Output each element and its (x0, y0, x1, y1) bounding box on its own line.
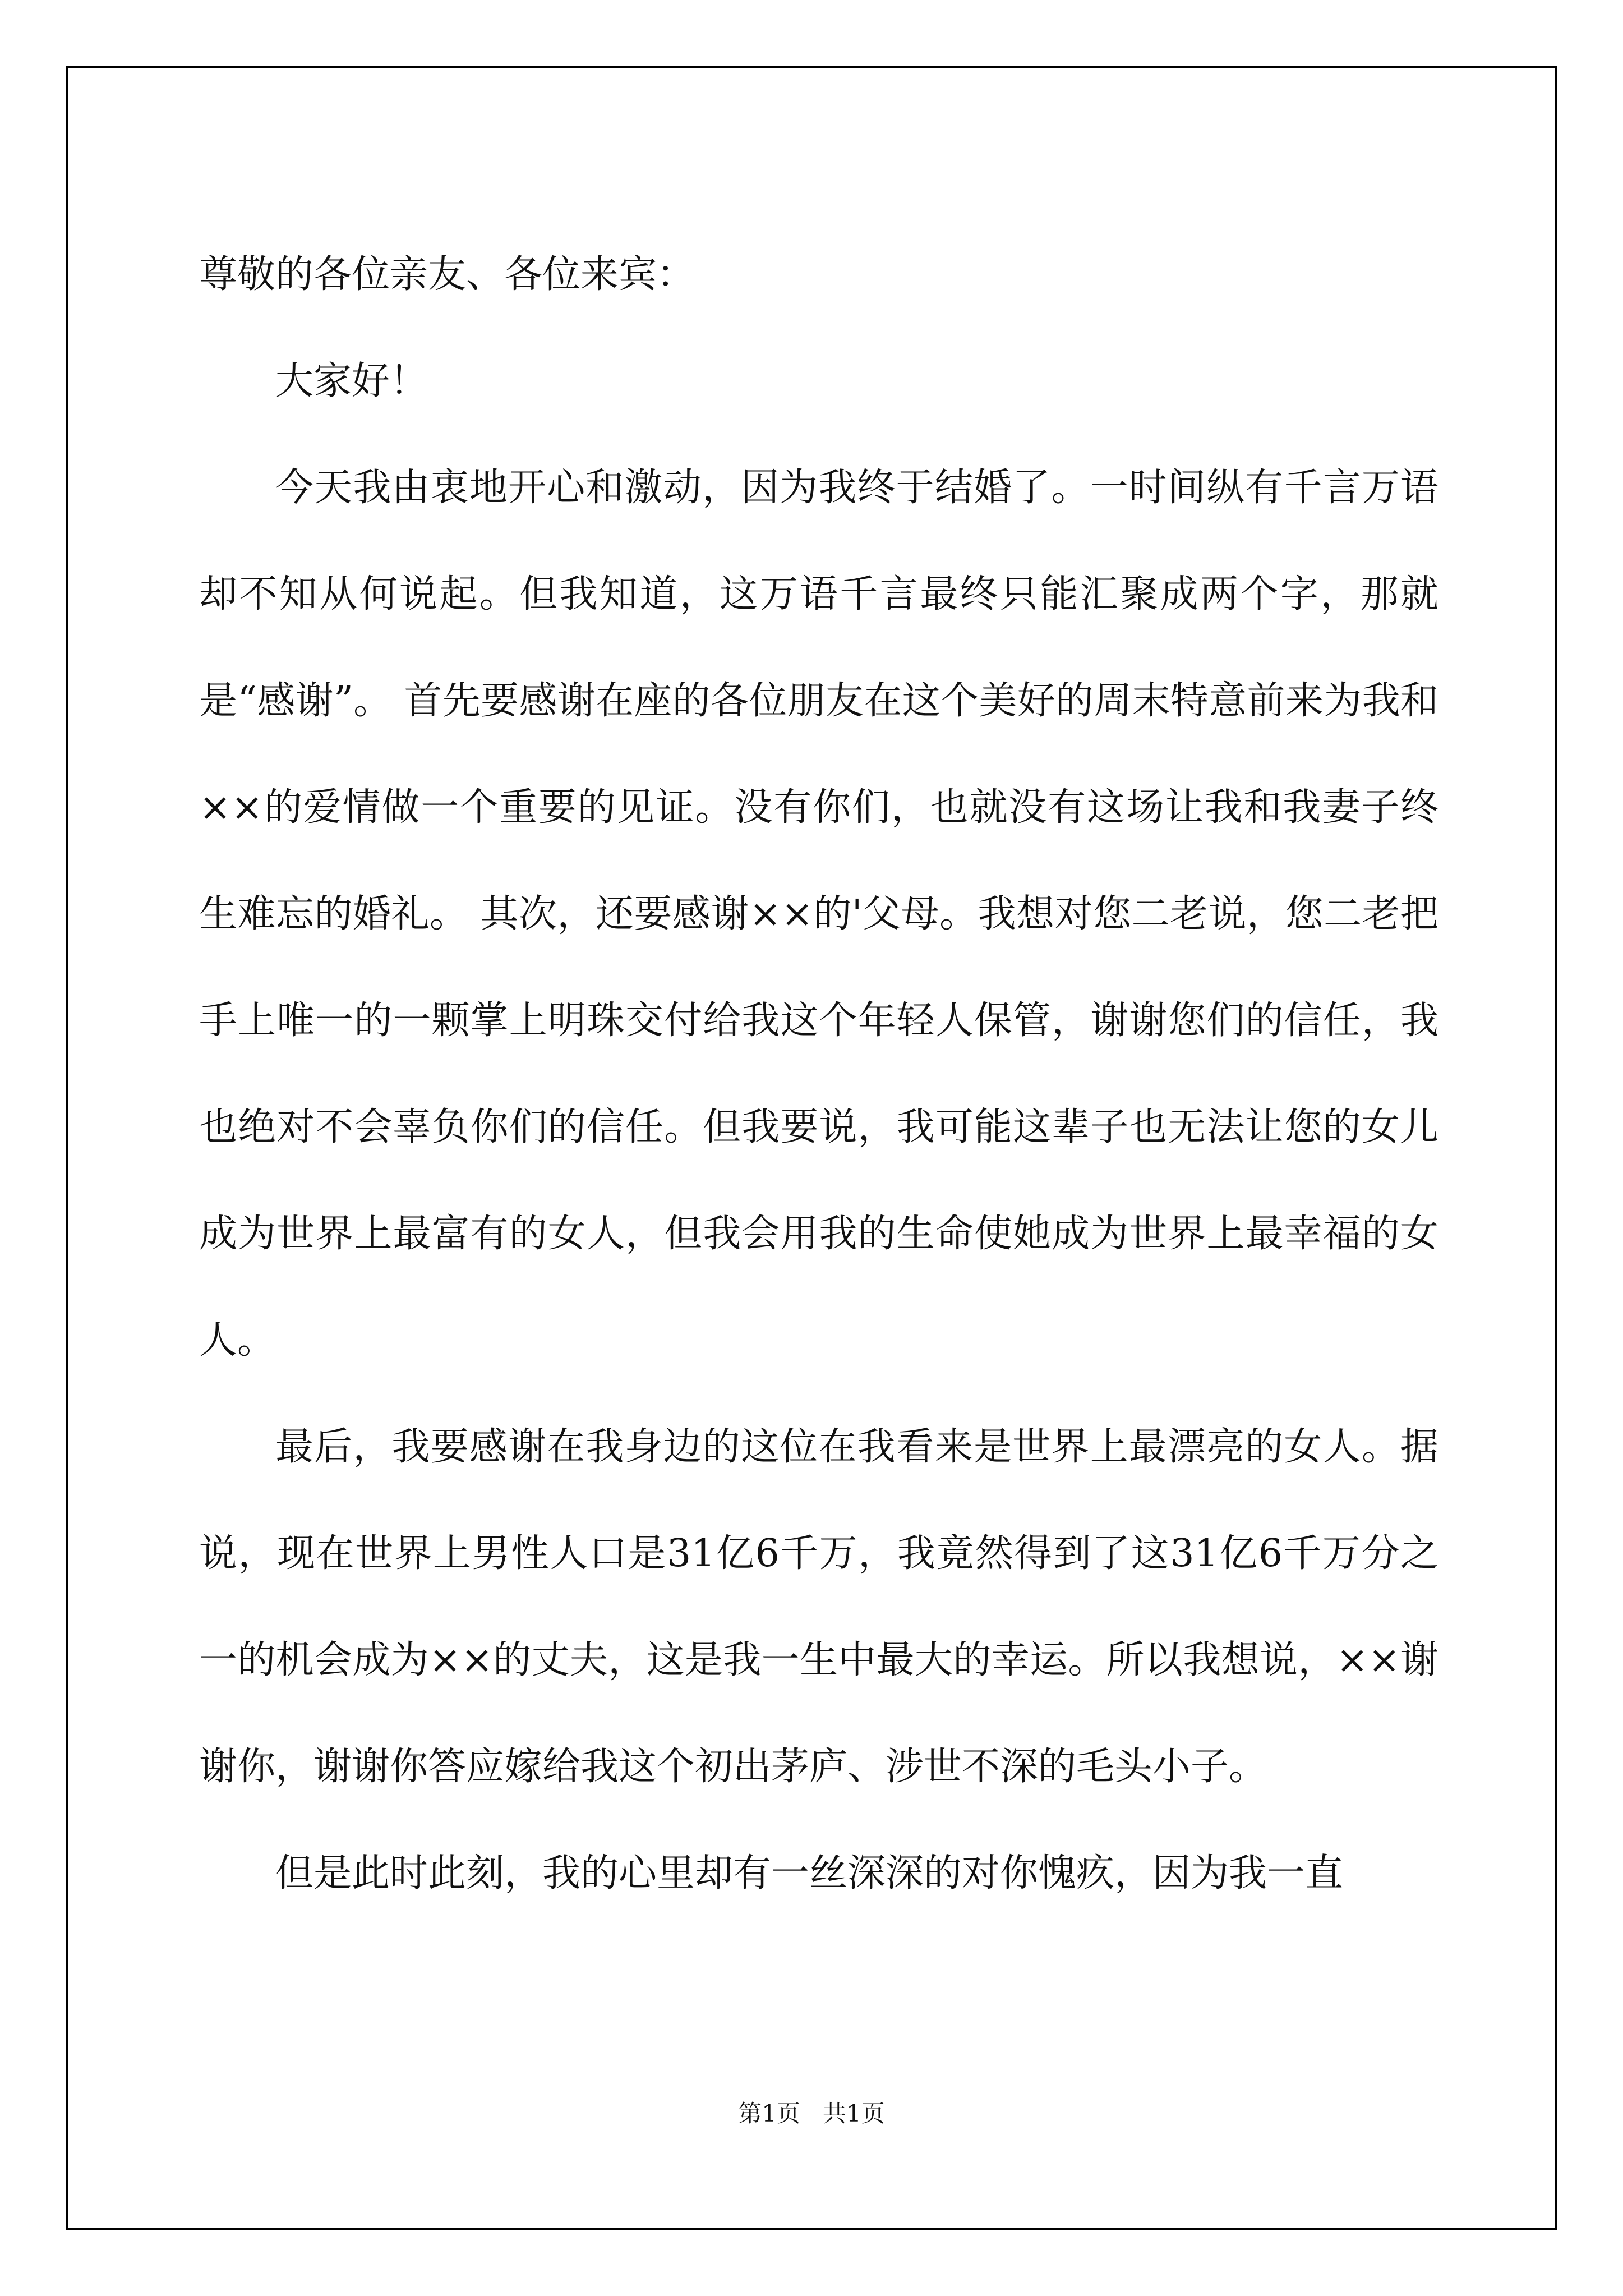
paragraph-wife: 最后，我要感谢在我身边的这位在我看来是世界上最漂亮的女人。据说，现在世界上男性人口是31亿6千万，我竟然得到了这31亿6千万分之一的机会成为××的丈夫，这是我一生中最大的幸运。所以我想说，××谢谢你，谢谢你答应嫁给我这个初出茅庐、涉世不深的毛头小子。 (199, 1425, 1438, 1789)
document-body (199, 222, 1438, 1927)
page-footer: 第1页 共1页 (738, 2100, 885, 2127)
paragraph-apology: 但是此时此刻，我的心里却有一丝深深的对你愧疚，因为我一直 (275, 1851, 1344, 1895)
salutation: 尊敬的各位亲友、各位来宾： (199, 252, 695, 297)
paragraph-thanks: 今天我由衷地开心和激动，因为我终于结婚了。一时间纵有千言万语却不知从何说起。但我知道，这万语千言最终只能汇聚成两个字，那就是“感谢”。 首先要感谢在座的各位朋友在这个美好的周末特意前来为我和××的爱情做一个重要的见证。没有你们，也就没有这场让我和我妻子终生难忘的婚礼。 其次，还要感谢××的'父母。我想对您二老说，您二老把手上唯一的一颗掌上明珠交付给我这个年轻人保管，谢谢您们的信任，我也绝对不会辜负你们的信任。但我要说，我可能这辈子也无法让您的女儿成为世界上最富有的女人，但我会用我的生命使她成为世界上最幸福的女人。 (199, 466, 1438, 1363)
paragraph-greeting: 大家好！ (275, 359, 428, 403)
